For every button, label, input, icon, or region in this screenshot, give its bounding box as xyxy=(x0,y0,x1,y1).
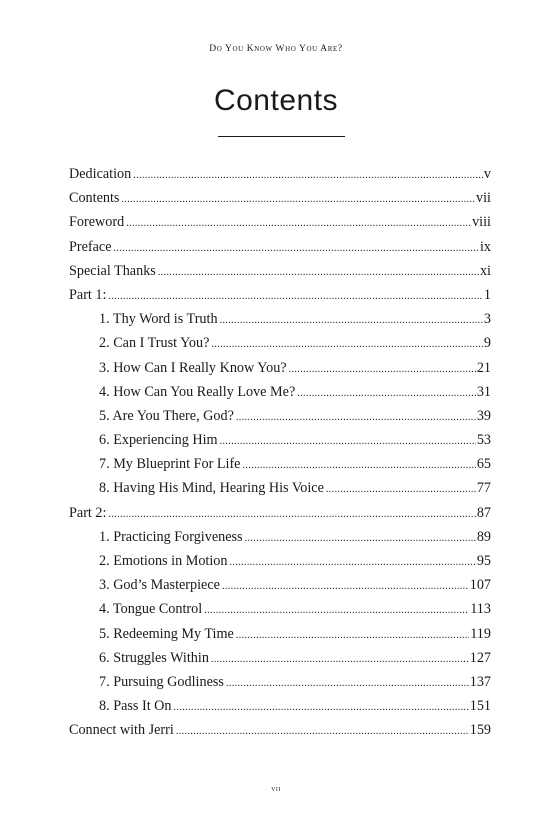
toc-entry-page-number: 87 xyxy=(476,504,491,521)
toc-entry[interactable] xyxy=(69,452,491,476)
toc-entry[interactable] xyxy=(69,259,491,283)
toc-dot-leader xyxy=(126,212,471,236)
toc-entry-page-number: 9 xyxy=(483,335,491,352)
toc-entry-label: 7. Pursuing Godliness xyxy=(99,673,224,690)
toc-entry[interactable] xyxy=(69,404,491,428)
toc-dot-leader xyxy=(133,164,483,188)
toc-entry-page-number: 31 xyxy=(476,383,491,400)
title-underline-rule xyxy=(218,136,345,137)
toc-dot-leader xyxy=(229,551,475,575)
toc-entry[interactable] xyxy=(69,162,491,186)
toc-dot-leader xyxy=(220,430,476,454)
toc-dot-leader xyxy=(297,382,476,406)
toc-entry-page-number: 95 xyxy=(476,553,491,569)
toc-entry-label: 8. Pass It On xyxy=(99,698,172,715)
toc-entry[interactable] xyxy=(69,186,491,210)
toc-dot-leader xyxy=(174,696,469,720)
toc-entry-label: 4. Tongue Control xyxy=(99,601,203,618)
toc-entry-page-number: 107 xyxy=(469,577,491,594)
toc-dot-leader xyxy=(242,454,475,478)
toc-dot-leader xyxy=(236,406,476,430)
toc-entry-label: 2. Emotions in Motion xyxy=(99,553,228,569)
toc-dot-leader xyxy=(108,503,475,527)
toc-entry[interactable] xyxy=(69,380,491,404)
toc-dot-leader xyxy=(114,237,479,261)
toc-entry-label: Preface xyxy=(69,238,112,255)
toc-entry-page-number: 3 xyxy=(483,311,491,328)
toc-dot-leader xyxy=(211,648,469,672)
toc-entry-page-number: 113 xyxy=(470,601,491,618)
toc-entry-page-number: vii xyxy=(476,190,491,207)
toc-entry-page-number: v xyxy=(483,166,491,182)
toc-entry-label: 7. My Blueprint For Life xyxy=(99,456,241,473)
toc-entry[interactable] xyxy=(69,694,491,718)
toc-entry-label: 5. Redeeming My Time xyxy=(99,625,234,642)
toc-entry-page-number: 119 xyxy=(470,625,491,642)
toc-entry-page-number: 159 xyxy=(469,722,491,739)
toc-dot-leader xyxy=(226,672,469,696)
toc-dot-leader xyxy=(108,285,482,309)
toc-entry[interactable] xyxy=(69,622,491,646)
toc-dot-leader xyxy=(158,261,479,285)
toc-entry-label: Part 2: xyxy=(69,504,107,521)
toc-entry[interactable] xyxy=(69,210,491,234)
toc-entry-label: Contents xyxy=(69,190,120,207)
page-title: Contents xyxy=(213,84,339,117)
toc-entry-page-number: 39 xyxy=(476,407,491,424)
toc-entry-page-number: ix xyxy=(479,238,491,255)
toc-dot-leader xyxy=(176,720,469,744)
toc-entry-page-number: 21 xyxy=(476,359,491,376)
toc-entry[interactable] xyxy=(69,718,491,742)
toc-entry-page-number: 137 xyxy=(469,673,491,690)
toc-dot-leader xyxy=(326,478,476,502)
toc-entry[interactable] xyxy=(69,670,491,694)
toc-dot-leader xyxy=(236,624,469,648)
toc-entry-page-number: 151 xyxy=(469,698,491,715)
toc-entry-page-number: xi xyxy=(479,262,491,279)
toc-entry[interactable] xyxy=(69,646,491,670)
toc-entry-page-number: 1 xyxy=(483,286,491,303)
toc-entry[interactable] xyxy=(69,235,491,259)
toc-entry-label: Part 1: xyxy=(69,286,107,303)
toc-entry-page-number: viii xyxy=(472,214,491,231)
toc-entry-label: Connect with Jerri xyxy=(69,722,174,739)
toc-entry-label: Dedication xyxy=(69,166,132,182)
toc-entry[interactable] xyxy=(69,476,491,500)
toc-dot-leader xyxy=(211,333,483,357)
toc-entry-page-number: 89 xyxy=(476,528,491,545)
toc-entry[interactable] xyxy=(69,428,491,452)
toc-entry-label: 8. Having His Mind, Hearing His Voice xyxy=(99,480,324,497)
toc-entry-page-number: 127 xyxy=(469,649,491,666)
toc-dot-leader xyxy=(222,575,469,599)
toc-entry[interactable] xyxy=(69,501,491,525)
toc-entry-label: Special Thanks xyxy=(69,262,156,279)
toc-entry-label: 2. Can I Trust You? xyxy=(99,335,210,352)
toc-entry-label: 6. Struggles Within xyxy=(99,649,209,666)
toc-dot-leader xyxy=(289,358,476,382)
toc-entry[interactable] xyxy=(69,331,491,355)
toc-entry-page-number: 53 xyxy=(476,432,491,449)
toc-entry[interactable] xyxy=(69,573,491,597)
toc-dot-leader xyxy=(121,188,475,212)
toc-entry-label: 3. How Can I Really Know You? xyxy=(99,359,287,376)
toc-entry[interactable] xyxy=(69,597,491,621)
toc-entry-label: 5. Are You There, God? xyxy=(99,407,234,424)
toc-entry[interactable] xyxy=(69,356,491,380)
toc-entry-page-number: 65 xyxy=(476,456,491,473)
page-number: vii xyxy=(271,783,281,793)
toc-entry-label: Foreword xyxy=(69,214,125,231)
toc-entry-label: 1. Thy Word is Truth xyxy=(99,311,218,328)
toc-entry-label: 3. God’s Masterpiece xyxy=(99,577,220,594)
toc-entry-label: 6. Experiencing Him xyxy=(99,432,218,449)
toc-entry-label: 1. Practicing Forgiveness xyxy=(99,528,243,545)
toc-entry[interactable] xyxy=(69,549,491,573)
toc-entry[interactable] xyxy=(69,525,491,549)
toc-entry[interactable] xyxy=(69,307,491,331)
table-of-contents xyxy=(69,162,491,743)
toc-entry-label: 4. How Can You Really Love Me? xyxy=(99,383,296,400)
toc-dot-leader xyxy=(220,309,483,333)
toc-dot-leader xyxy=(204,599,469,623)
toc-entry[interactable] xyxy=(69,283,491,307)
running-header: Do You Know Who You Are? xyxy=(209,44,343,54)
toc-entry-page-number: 77 xyxy=(476,480,491,497)
toc-dot-leader xyxy=(245,527,476,551)
